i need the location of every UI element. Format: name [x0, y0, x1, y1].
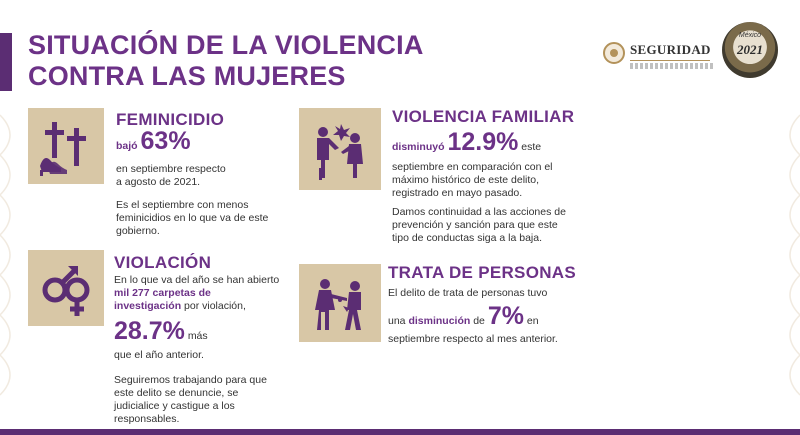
violencia-familiar-percent: 12.9%	[447, 128, 519, 156]
violacion-count-2: investigación	[114, 300, 182, 312]
feminicidio-paragraph	[116, 199, 268, 238]
trata-line-1: El delito de trata de personas tuvo	[388, 287, 548, 299]
feminicidio-para-1: Es el septiembre con menos	[116, 199, 249, 211]
feminicidio-heading: FEMINICIDIO	[116, 110, 225, 129]
feminicidio-line-1: en septiembre respecto	[116, 163, 226, 175]
page-title	[28, 30, 488, 92]
violacion-body	[114, 274, 294, 313]
violacion-para-1: Seguiremos trabajando para que	[114, 374, 267, 386]
seal-icon	[603, 42, 625, 64]
trata-en: en	[526, 315, 539, 327]
violacion-tail: por violación,	[181, 300, 246, 312]
title-line-2: CONTRA LAS MUJERES	[28, 61, 346, 91]
logo-divider	[630, 60, 710, 61]
violacion-para-4: responsables.	[114, 413, 180, 425]
seguridad-logo	[603, 40, 713, 76]
decorative-pattern-right	[772, 95, 800, 425]
accent-bar	[0, 33, 12, 91]
feminicidio-body	[116, 163, 226, 189]
crosses-heels-icon	[28, 108, 104, 184]
gender-symbols-icon	[28, 250, 104, 326]
feminicidio-line-2: a agosto de 2021.	[116, 176, 201, 188]
logo-subtext	[630, 63, 715, 69]
trata-percent: 7%	[487, 302, 524, 330]
violacion-percent: 28.7%	[114, 317, 185, 345]
violencia-familiar-body	[392, 161, 553, 200]
violacion-para-3: judicialice y castigue a los	[114, 400, 235, 412]
violacion-heading: VIOLACIÓN	[114, 253, 212, 272]
feminicidio-para-2: feminicidios en lo que va de este	[116, 212, 269, 224]
trata-stat	[388, 303, 539, 329]
violacion-count: mil 277 carpetas de	[114, 287, 211, 299]
violencia-familiar-line-2: máximo histórico de este delito,	[392, 174, 540, 186]
mexico-2021-logo	[722, 22, 778, 78]
seguridad-label: SEGURIDAD	[630, 42, 711, 57]
feminicidio-stat	[116, 128, 191, 154]
trata-una: una	[388, 315, 406, 327]
violacion-line-1: En lo que va del año se han abierto	[114, 274, 280, 286]
feminicidio-percent: 63%	[140, 127, 191, 155]
trata-line-3: septiembre respecto al mes anterior.	[388, 333, 558, 345]
violencia-familiar-lead: disminuyó	[392, 141, 445, 153]
feminicidio-lead: bajó	[116, 140, 138, 152]
trata-heading: TRATA DE PERSONAS	[388, 263, 577, 282]
violacion-paragraph	[114, 374, 267, 426]
logo-mexico-label: México	[738, 32, 762, 39]
violencia-familiar-este: este	[521, 141, 542, 153]
violencia-familiar-para-1: Damos continuidad a las acciones de	[392, 206, 566, 218]
violencia-familiar-stat	[392, 129, 541, 155]
violencia-familiar-para-3: tipo de conductas siga a la baja.	[392, 232, 543, 244]
logo-year-label: 2021	[737, 42, 763, 57]
bottom-bar	[0, 429, 800, 435]
violacion-para-2: este delito se denuncie, se	[114, 387, 239, 399]
violencia-familiar-line-1: septiembre en comparación con el	[392, 161, 553, 173]
title-line-1: SITUACIÓN DE LA VIOLENCIA	[28, 30, 424, 60]
violacion-mas: más	[187, 330, 208, 342]
trafficking-icon	[299, 264, 381, 342]
violencia-familiar-para-2: prevención y sanción para que este	[392, 219, 558, 231]
violencia-familiar-paragraph	[392, 206, 566, 245]
family-violence-icon	[299, 108, 381, 190]
violencia-familiar-heading: VIOLENCIA FAMILIAR	[392, 107, 575, 126]
feminicidio-para-3: gobierno.	[116, 225, 160, 237]
violencia-familiar-line-3: registrado en mayo pasado.	[392, 187, 523, 199]
trata-de: de	[473, 315, 485, 327]
decorative-pattern-left	[0, 95, 28, 425]
violacion-line-3: que el año anterior.	[114, 349, 204, 361]
trata-disminucion: disminución	[408, 315, 471, 327]
violacion-stat	[114, 318, 208, 344]
